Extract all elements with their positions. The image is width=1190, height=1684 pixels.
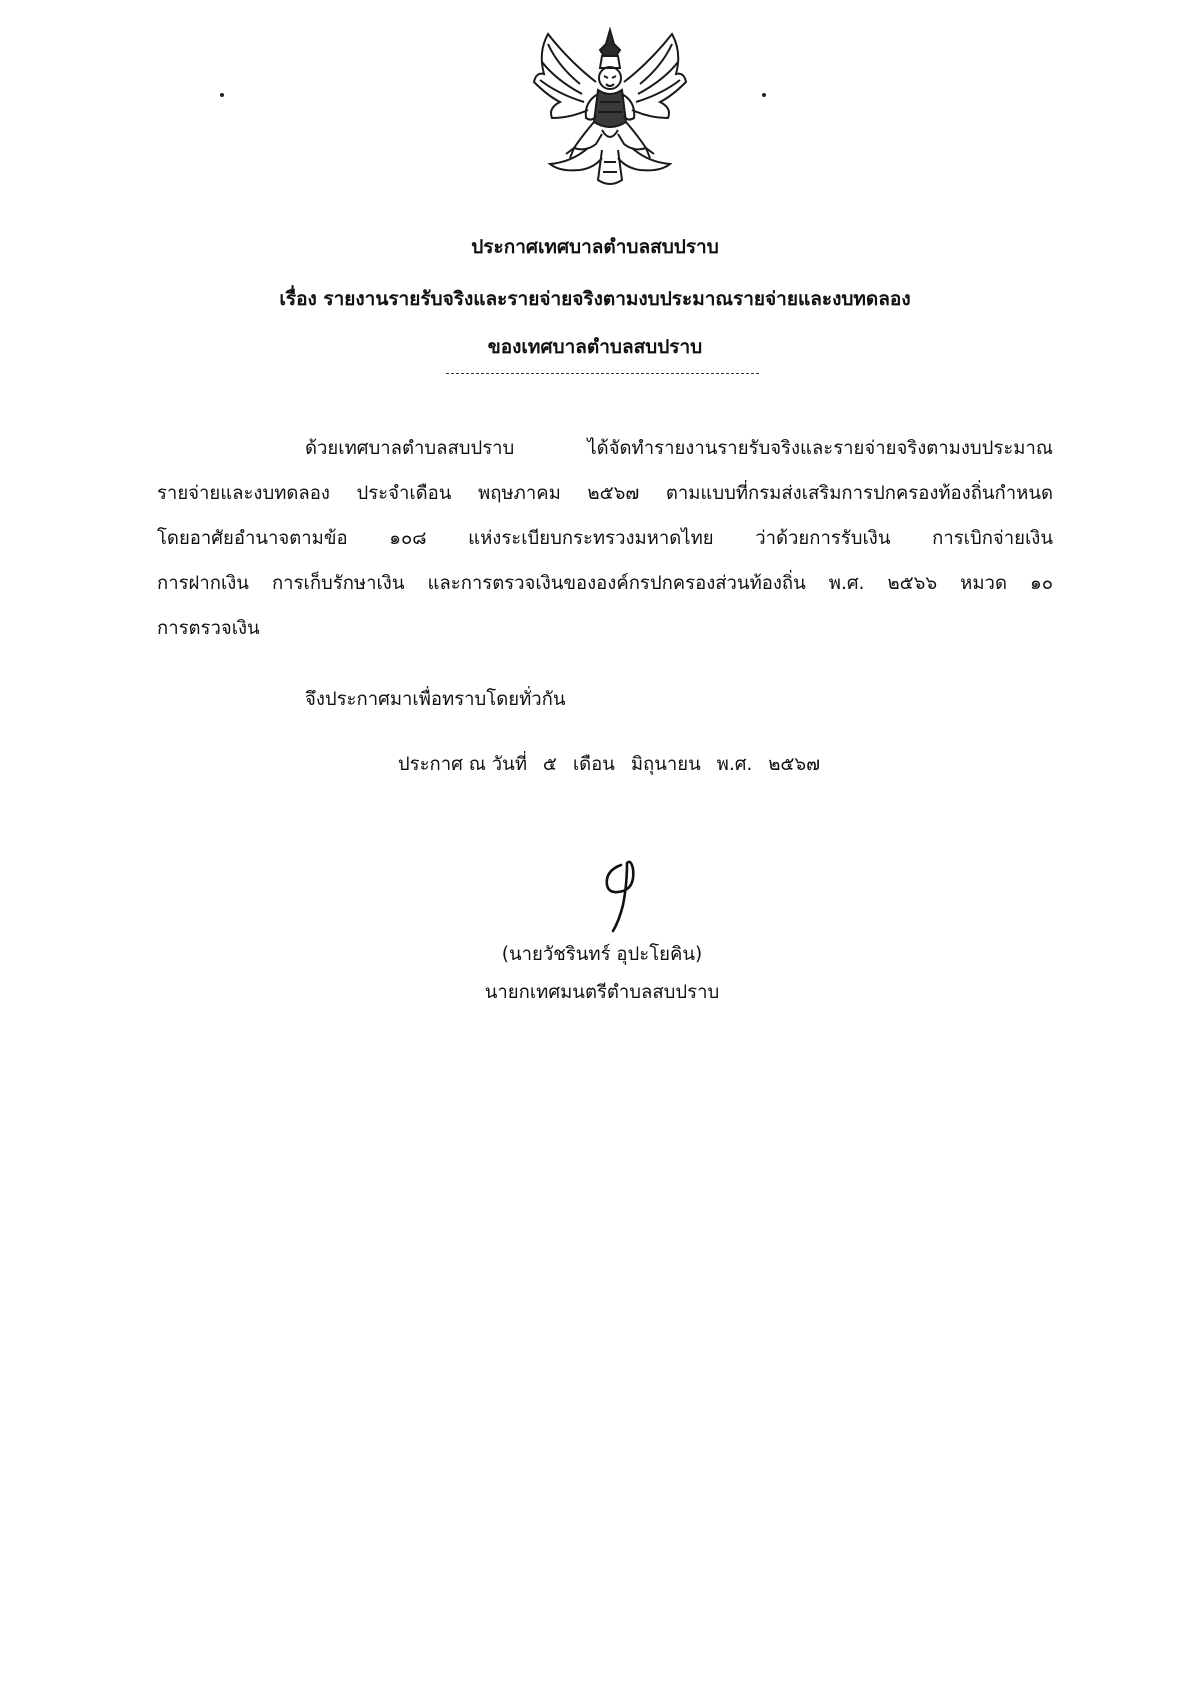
signature-mark <box>593 855 653 935</box>
signer-position: นายกเทศมนตรีตำบลสบปราบ <box>484 982 720 1003</box>
date-month-label: เดือน <box>572 754 615 775</box>
date-prefix: ประกาศ ณ วันที่ <box>397 754 528 775</box>
date-month: มิถุนายน <box>630 754 701 775</box>
title-line-subject: เรื่อง รายงานรายรับจริงและรายจ่ายจริงตามงบประมาณรายจ่ายและงบทดลอง <box>279 288 911 310</box>
body-line-3: โดยอาศัยอำนาจตามข้อ ๑๐๘ แห่งระเบียบกระทรวงมหาดไทย ว่าด้วยการรับเงิน การเบิกจ่ายเงิน <box>157 528 1053 549</box>
date-year-label: พ.ศ. <box>716 754 753 775</box>
body-paragraph <box>157 426 1053 651</box>
garuda-emblem-icon <box>530 22 690 192</box>
body-line-4: การฝากเงิน การเก็บรักษาเงิน และการตรวจเงินขององค์กรปกครองส่วนท้องถิ่น พ.ศ. ๒๕๖๖ หมวด ๑๐ <box>157 573 1053 594</box>
body-line-2: รายจ่ายและงบทดลอง ประจำเดือน พฤษภาคม ๒๕๖๗ ตามแบบที่กรมส่งเสริมการปกครองท้องถิ่นกำหนด <box>157 483 1053 504</box>
signer-block <box>0 936 1190 1012</box>
title-line-1: ประกาศเทศบาลตำบลสบปราบ <box>471 236 719 258</box>
announcement-title <box>0 228 1190 366</box>
date-day: ๕ <box>542 754 557 775</box>
title-line-3: ของเทศบาลตำบลสบปราบ <box>487 336 703 358</box>
signer-name: (นายวัชรินทร์ อุปะโยคิน) <box>501 944 703 965</box>
announcement-date <box>0 750 1190 779</box>
closing-statement: จึงประกาศมาเพื่อทราบโดยทั่วกัน <box>305 689 566 710</box>
body-line-5: การตรวจเงิน <box>157 618 260 639</box>
title-divider <box>446 373 759 374</box>
date-year: ๒๕๖๗ <box>768 754 821 775</box>
decorative-dot-right <box>762 93 766 97</box>
body-line-1: ด้วยเทศบาลตำบลสบปราบ ได้จัดทำรายงานรายรับจริงและรายจ่ายจริงตามงบประมาณ <box>305 438 1053 459</box>
decorative-dot-left <box>220 93 224 97</box>
